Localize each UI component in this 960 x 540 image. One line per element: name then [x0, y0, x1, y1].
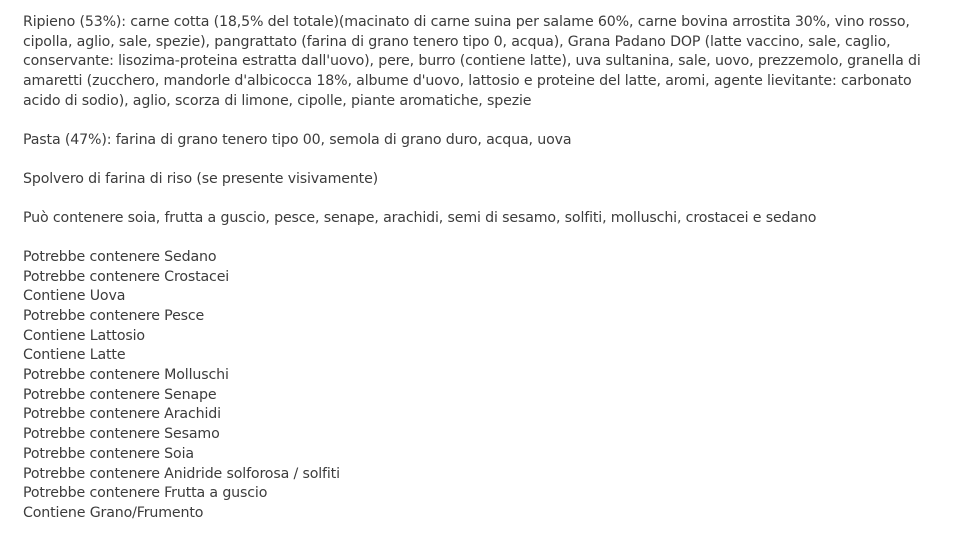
- allergen-item: Potrebbe contenere Sedano: [23, 248, 217, 265]
- allergen-item: Potrebbe contenere Senape: [23, 386, 217, 403]
- dusting-note: Spolvero di farina di riso (se presente visivamente): [23, 170, 379, 187]
- allergen-item: Contiene Grano/Frumento: [23, 504, 204, 521]
- allergen-item: Potrebbe contenere Soia: [23, 445, 194, 462]
- allergen-item: Contiene Uova: [23, 288, 126, 305]
- ingredients-panel: [23, 13, 948, 524]
- allergen-item: Potrebbe contenere Arachidi: [23, 406, 221, 423]
- allergen-item: Contiene Lattosio: [23, 327, 145, 344]
- may-contain-statement: Può contenere soia, frutta a guscio, pesce, senape, arachidi, semi di sesamo, solfiti, molluschi, crostacei e sedano: [23, 209, 817, 226]
- allergen-item: Potrebbe contenere Anidride solforosa / solfiti: [23, 465, 340, 482]
- allergen-item: Potrebbe contenere Sesamo: [23, 426, 220, 443]
- allergen-item: Contiene Latte: [23, 347, 126, 364]
- allergen-item: Potrebbe contenere Crostacei: [23, 268, 230, 285]
- allergen-item: Potrebbe contenere Molluschi: [23, 367, 229, 384]
- allergen-list: [23, 248, 948, 524]
- allergen-item: Potrebbe contenere Pesce: [23, 307, 205, 324]
- filling-ingredients: Ripieno (53%): carne cotta (18,5% del totale)(macinato di carne suina per salame 60%, carne bovina arrostita 30%, vino rosso, cipolla, aglio, sale, spezie), pangrattato (farina di grano tenero tipo 0, acqua), Grana Padano DOP (latte vaccino, sale, caglio, conservante: lisozima-proteina estratta dall'uovo), pere, burro (contiene latte), uva sultanina, sale, uovo, prezzemolo, granella di amaretti (zucchero, mandorle d'albicocca 18%, albume d'uovo, lattosio e proteine del latte, aromi, agente lievitante: carbonato acido di sodio), aglio, scorza di limone, cipolle, piante aromatiche, spezie: [23, 14, 921, 109]
- allergen-item: Potrebbe contenere Frutta a guscio: [23, 485, 268, 502]
- pasta-ingredients: Pasta (47%): farina di grano tenero tipo 00, semola di grano duro, acqua, uova: [23, 131, 572, 148]
